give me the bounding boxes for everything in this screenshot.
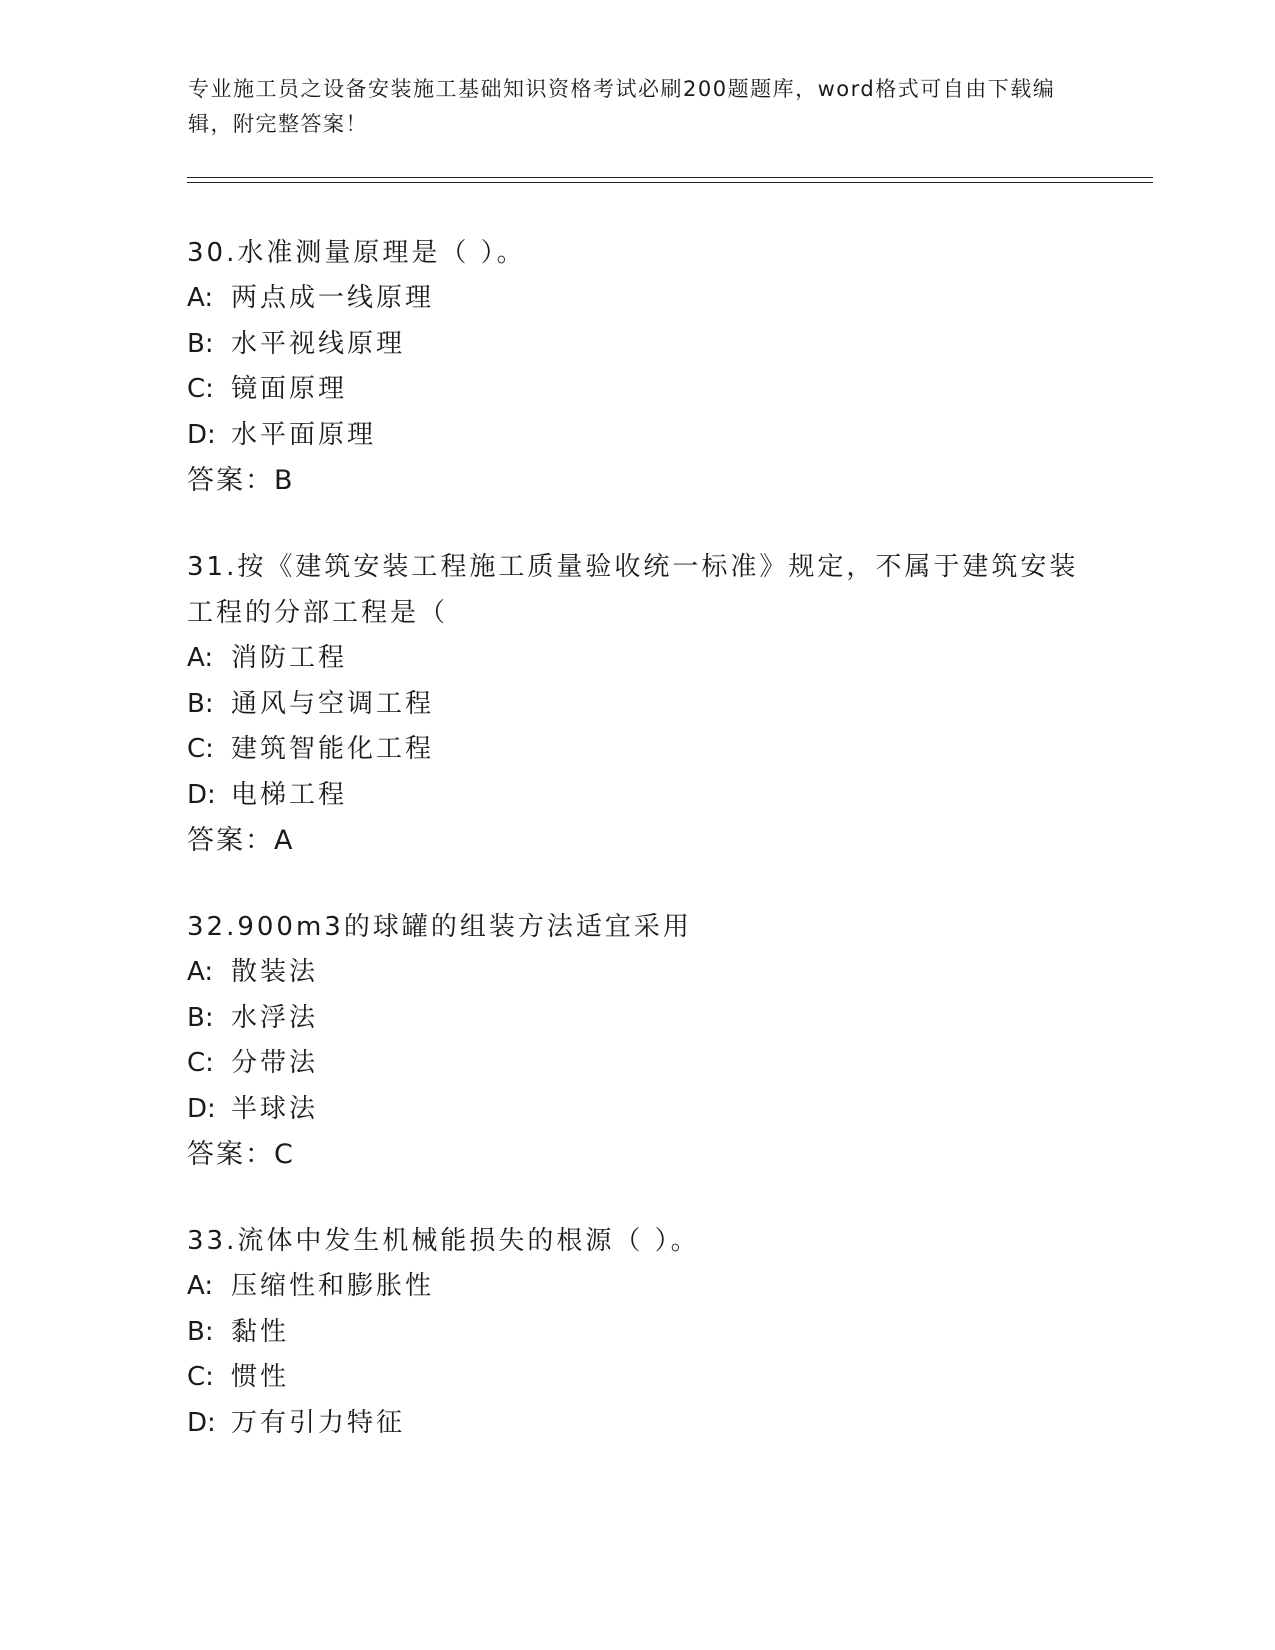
option-text: 消防工程	[231, 643, 348, 673]
option-d	[187, 413, 1087, 459]
option-a	[187, 276, 1087, 322]
answer-line	[187, 1132, 1087, 1178]
option-text: 黏性	[231, 1316, 290, 1347]
option-letter: B:	[187, 688, 214, 719]
option-text: 半球法	[231, 1093, 319, 1124]
answer-line	[187, 818, 1087, 864]
option-b	[187, 1310, 1087, 1356]
option-d	[187, 1087, 1087, 1133]
option-text: 惯性	[231, 1362, 290, 1392]
option-c	[187, 367, 1087, 413]
option-letter: A:	[187, 1271, 214, 1301]
option-letter: C:	[187, 1048, 214, 1078]
option-c	[187, 1355, 1087, 1401]
option-text: 水浮法	[231, 1002, 319, 1033]
option-a	[187, 1264, 1087, 1310]
answer-value: B	[274, 465, 294, 496]
option-a	[187, 636, 1087, 682]
option-letter: D:	[187, 779, 216, 810]
question-31	[187, 544, 1087, 864]
question-list	[187, 230, 1087, 1486]
option-text: 电梯工程	[231, 779, 348, 810]
option-b	[187, 996, 1087, 1042]
option-text: 万有引力特征	[231, 1407, 406, 1438]
answer-line	[187, 458, 1087, 504]
option-text: 分带法	[231, 1048, 319, 1078]
option-text: 水平视线原理	[231, 328, 406, 359]
option-b	[187, 682, 1087, 728]
answer-value: A	[274, 825, 294, 856]
option-text: 散装法	[231, 957, 319, 987]
answer-label: 答案：	[187, 1139, 274, 1170]
option-letter: C:	[187, 374, 214, 404]
option-letter: D:	[187, 1093, 216, 1124]
answer-label: 答案：	[187, 825, 274, 856]
header-divider-top	[187, 177, 1153, 178]
question-stem: 31.按《建筑安装工程施工质量验收统一标准》规定，不属于建筑安装工程的分部工程是（	[187, 552, 1079, 628]
option-text: 压缩性和膨胀性	[231, 1271, 435, 1301]
option-letter: B:	[187, 1002, 214, 1033]
option-letter: D:	[187, 419, 216, 450]
option-d	[187, 1401, 1087, 1447]
option-b	[187, 322, 1087, 368]
option-letter: C:	[187, 734, 214, 764]
question-30	[187, 230, 1087, 504]
option-text: 通风与空调工程	[231, 688, 435, 719]
option-text: 建筑智能化工程	[231, 734, 435, 764]
option-c	[187, 727, 1087, 773]
question-33	[187, 1218, 1087, 1446]
question-stem: 30.水准测量原理是（ ）。	[187, 238, 526, 268]
option-text: 两点成一线原理	[231, 283, 435, 313]
option-letter: A:	[187, 957, 214, 987]
option-text: 镜面原理	[231, 374, 348, 404]
option-letter: C:	[187, 1362, 214, 1392]
option-d	[187, 773, 1087, 819]
option-text: 水平面原理	[231, 419, 377, 450]
answer-label: 答案：	[187, 465, 274, 496]
option-letter: B:	[187, 328, 214, 359]
option-a	[187, 950, 1087, 996]
option-letter: D:	[187, 1407, 216, 1438]
header-divider-bottom	[187, 182, 1153, 183]
answer-value: C	[274, 1139, 294, 1170]
option-letter: A:	[187, 643, 214, 673]
question-32	[187, 904, 1087, 1178]
question-stem: 33.流体中发生机械能损失的根源（ ）。	[187, 1226, 700, 1256]
option-letter: A:	[187, 283, 214, 313]
option-c	[187, 1041, 1087, 1087]
option-letter: B:	[187, 1316, 214, 1347]
question-stem: 32.900m3的球罐的组装方法适宜采用	[187, 912, 692, 942]
document-header: 专业施工员之设备安装施工基础知识资格考试必刷200题题库，word格式可自由下载编辑，附完整答案！	[188, 77, 1056, 136]
